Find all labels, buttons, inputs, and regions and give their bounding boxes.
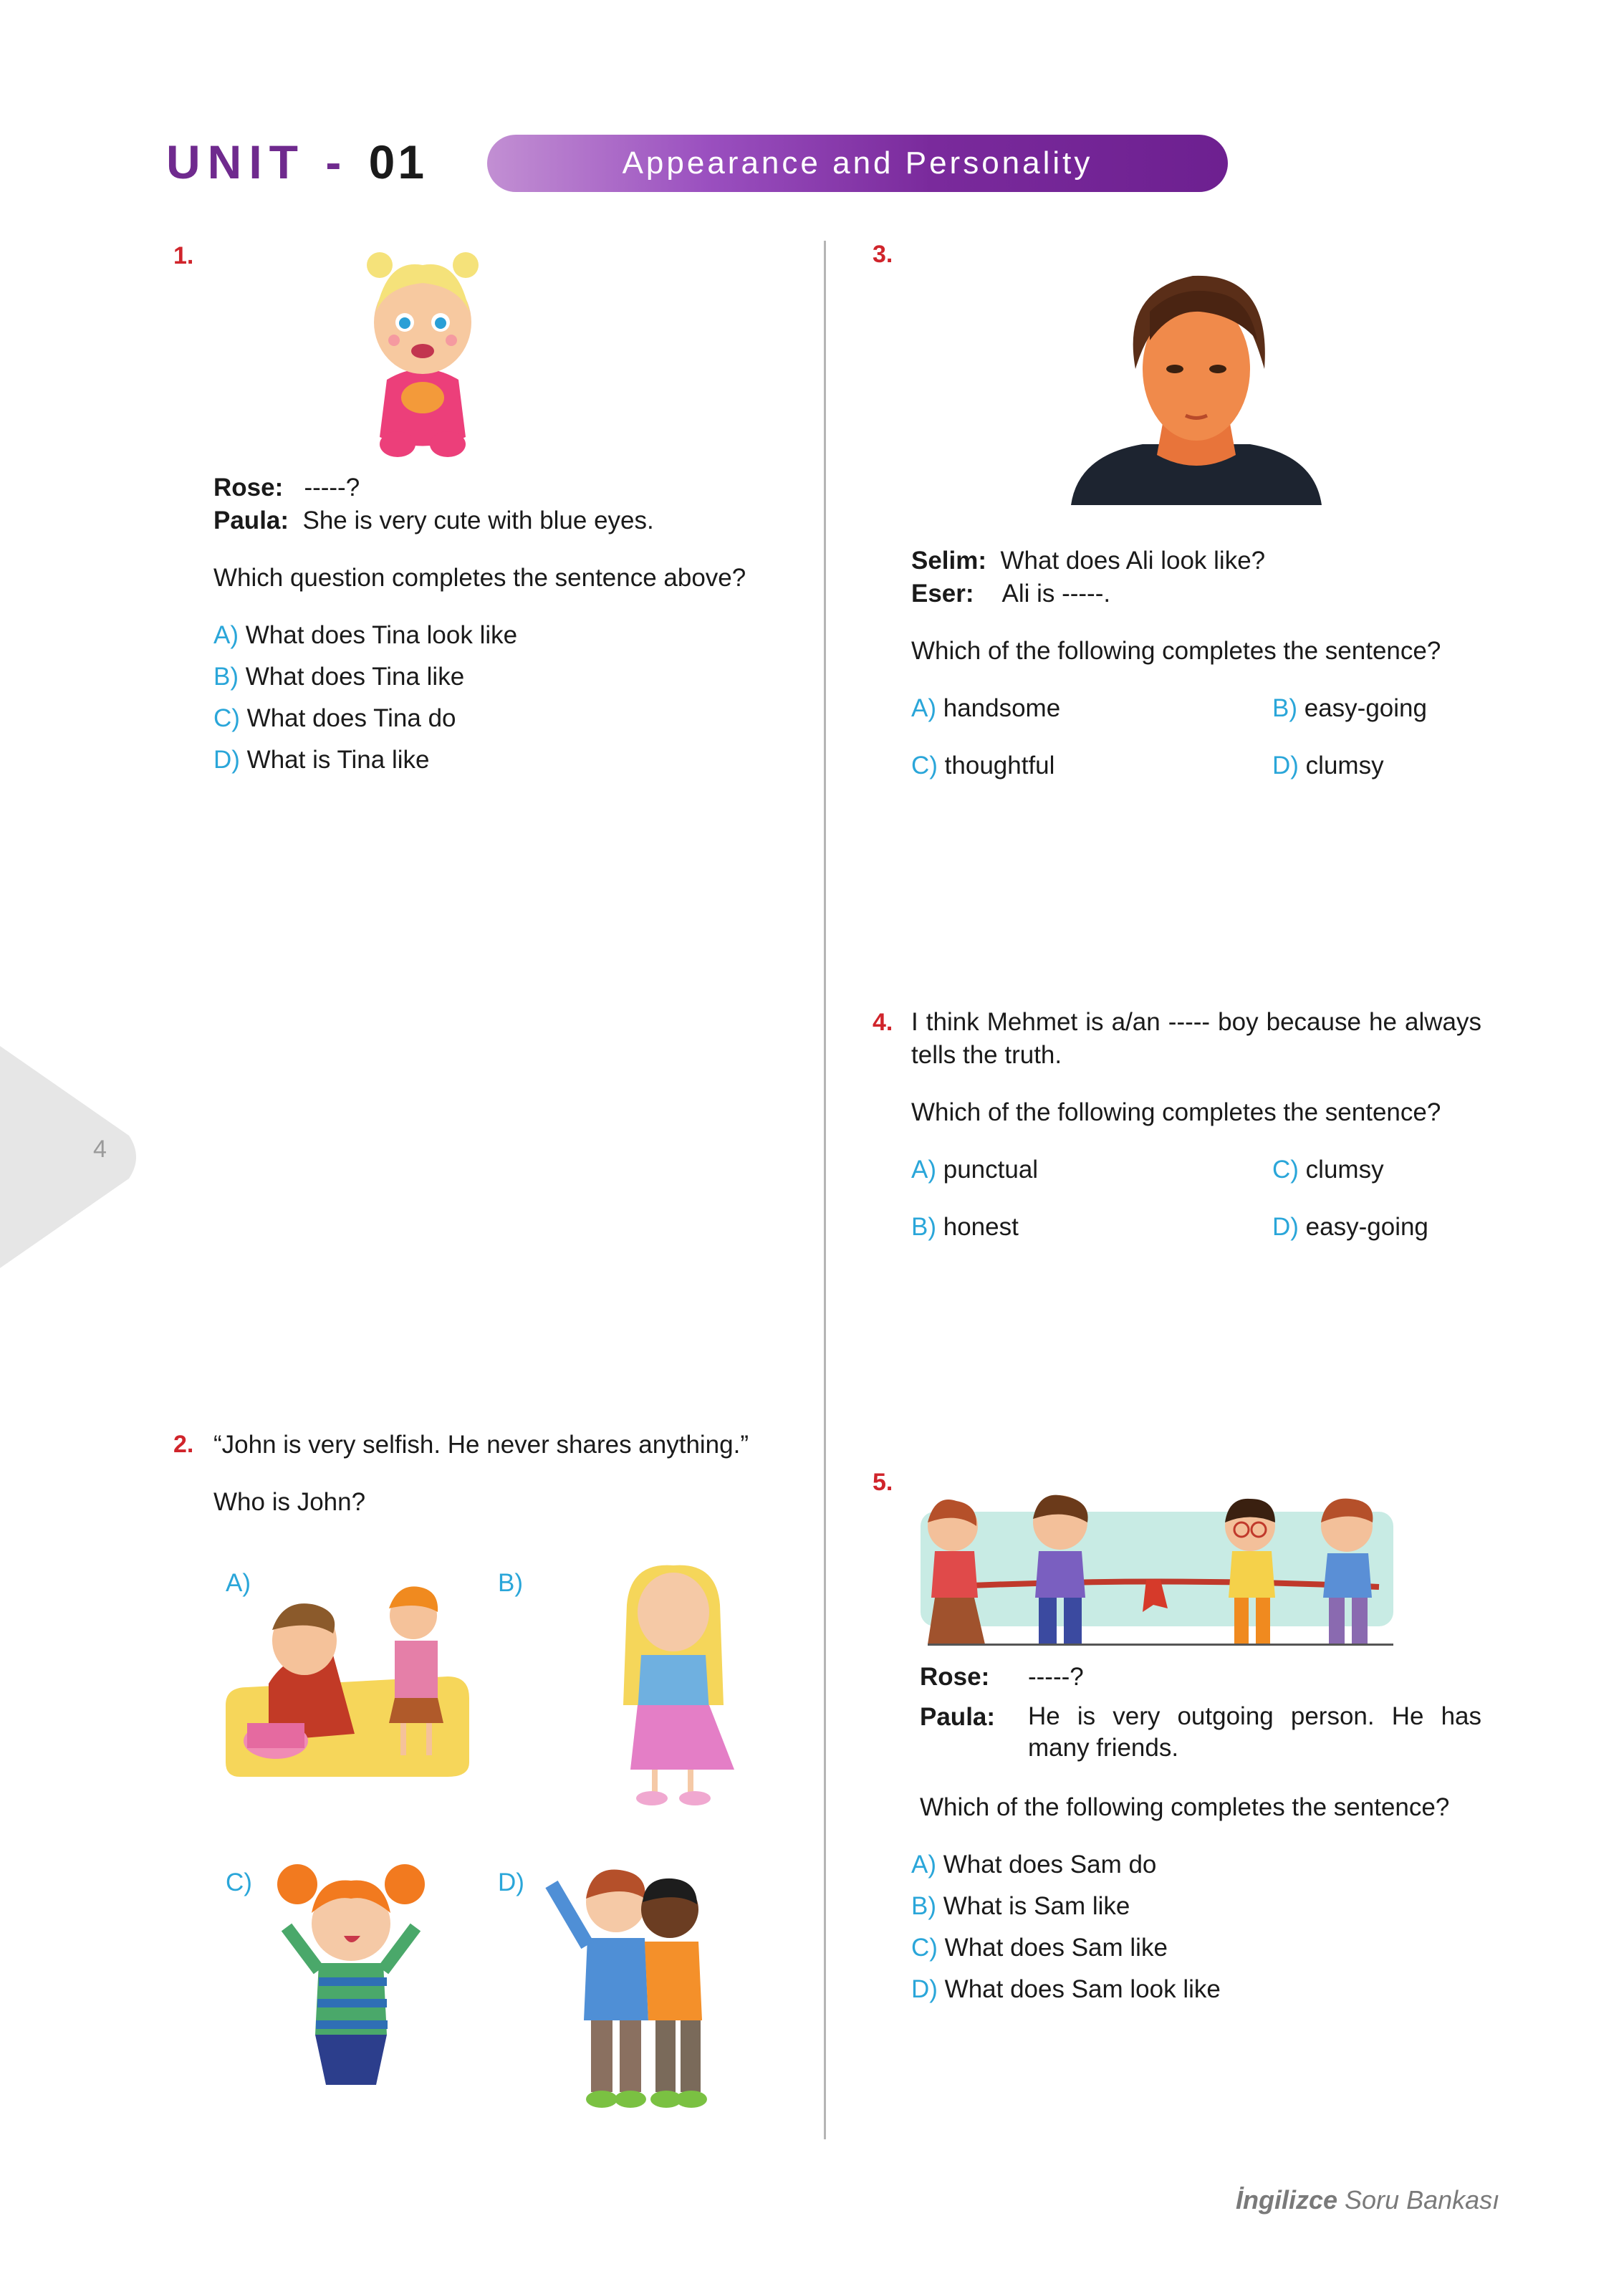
q4-stem: I think Mehmet is a/an ----- boy because he always tells the truth.	[911, 1008, 1481, 1069]
q3-dialogue-line-eser: Eser: Ali is -----.	[911, 580, 1111, 608]
q5-option-c[interactable]: C) What does Sam like	[911, 1934, 1168, 1962]
q3-option-b[interactable]: B) easy-going	[1272, 694, 1427, 722]
question-4-number: 4.	[873, 1009, 893, 1036]
baby-girl-illustration	[358, 244, 487, 459]
q4-option-a[interactable]: A) punctual	[911, 1156, 1039, 1184]
q5-speaker-paula: Paula:	[920, 1703, 996, 1731]
question-3-number: 3.	[873, 241, 893, 268]
page-tab-shape	[0, 1046, 143, 1268]
question-2-number: 2.	[173, 1431, 194, 1458]
q2-option-d-label[interactable]: D)	[498, 1868, 524, 1896]
q4-option-c[interactable]: C) clumsy	[1272, 1156, 1384, 1184]
two-friendly-boys-illustration[interactable]	[544, 1856, 724, 2114]
q5-speaker-rose: Rose:	[920, 1663, 990, 1691]
young-man-portrait-illustration	[1071, 262, 1322, 505]
q4-option-d[interactable]: D) easy-going	[1272, 1213, 1428, 1241]
shy-girl-illustration[interactable]	[609, 1562, 738, 1813]
happy-jumping-girl-illustration[interactable]	[276, 1856, 426, 2092]
q2-option-a-label[interactable]: A)	[226, 1569, 251, 1597]
unit-number: 01	[368, 135, 428, 188]
column-divider	[824, 241, 826, 2139]
q1-option-c[interactable]: C) What does Tina do	[213, 704, 456, 732]
q2-option-b-label[interactable]: B)	[498, 1569, 523, 1597]
q2-question-text: Who is John?	[213, 1488, 366, 1516]
q3-option-d[interactable]: D) clumsy	[1272, 752, 1384, 779]
q5-question-text: Which of the following completes the sentence?	[920, 1793, 1450, 1821]
q2-option-c-label[interactable]: C)	[226, 1868, 252, 1896]
question-5-number: 5.	[873, 1469, 893, 1496]
q1-option-a[interactable]: A) What does Tina look like	[213, 621, 518, 649]
q5-option-a[interactable]: A) What does Sam do	[911, 1851, 1157, 1879]
q1-dialogue-line-paula: Paula: She is very cute with blue eyes.	[213, 507, 654, 534]
q5-option-d[interactable]: D) What does Sam look like	[911, 1975, 1221, 2003]
q4-option-b[interactable]: B) honest	[911, 1213, 1019, 1241]
unit-title-banner: Appearance and Personality	[487, 135, 1228, 192]
unit-label: UNIT - 01	[166, 135, 428, 188]
q3-option-a[interactable]: A) handsome	[911, 694, 1061, 722]
footer-book-title: İngilizce Soru Bankası	[1236, 2185, 1500, 2215]
q2-quote: “John is very selfish. He never shares anything.”	[213, 1431, 749, 1459]
q5-line-rose: -----?	[1028, 1663, 1084, 1691]
q1-dialogue-line-rose: Rose: -----?	[213, 474, 360, 502]
q1-option-d[interactable]: D) What is Tina like	[213, 746, 430, 774]
q4-question-text: Which of the following completes the sentence?	[911, 1098, 1441, 1126]
question-1-number: 1.	[173, 242, 194, 269]
q3-dialogue-line-selim: Selim: What does Ali look like?	[911, 547, 1266, 575]
q3-question-text: Which of the following completes the sentence?	[911, 637, 1441, 665]
q1-question-text: Which question completes the sentence above?	[213, 564, 746, 592]
selfish-boy-with-cake-illustration[interactable]	[226, 1562, 469, 1784]
q5-line-paula: He is very outgoing person. He has many friends.	[1028, 1702, 1481, 1762]
tug-of-war-children-illustration	[913, 1490, 1408, 1655]
q3-option-c[interactable]: C) thoughtful	[911, 752, 1055, 779]
page-number: 4	[93, 1136, 107, 1163]
q5-option-b[interactable]: B) What is Sam like	[911, 1892, 1130, 1920]
q1-option-b[interactable]: B) What does Tina like	[213, 663, 465, 691]
